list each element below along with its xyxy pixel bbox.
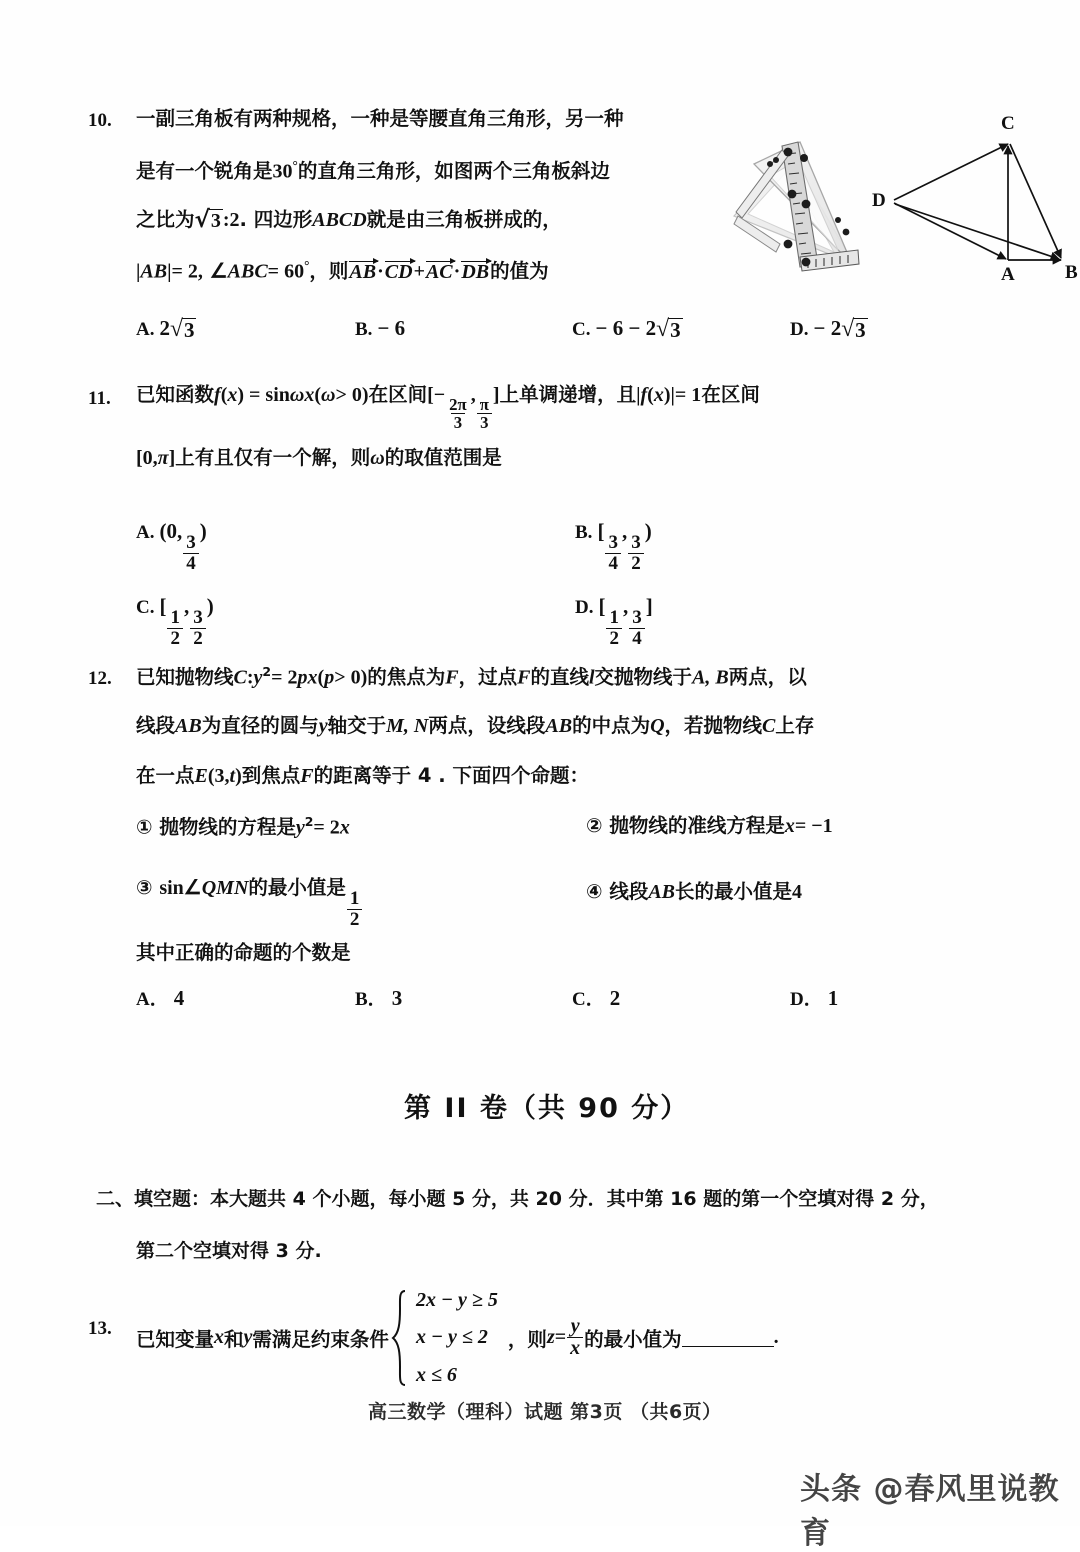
- q12-prop4-text: 线段: [609, 880, 649, 903]
- q12-proposition-3: [136, 878, 363, 929]
- q11-paren-open: (: [220, 384, 228, 406]
- q10-option-d[interactable]: [790, 318, 868, 342]
- q12-text-exists: 上存: [775, 714, 815, 737]
- q11-interval2-close: ]: [168, 447, 176, 469]
- q11-c-right-fraction: [190, 608, 206, 649]
- q11-c-left-den: 2: [167, 628, 183, 649]
- q11-d-close: ]: [645, 594, 653, 618]
- q12-point-f: F: [445, 666, 459, 689]
- vertex-label-d: D: [872, 190, 886, 211]
- degree-symbol-icon-2: °: [304, 258, 310, 273]
- q11-c-left-num: 1: [170, 606, 180, 628]
- q12-prop4-ab: AB: [648, 881, 676, 903]
- q12-p-cond: > 0): [334, 666, 368, 689]
- q10-option-c[interactable]: [572, 318, 683, 342]
- page-footer: 高三数学（理科）试题 第3页 （共6页）: [368, 1401, 722, 1423]
- sqrt-icon: √ 3: [194, 207, 221, 233]
- q10-segment-ab: AB: [140, 260, 168, 283]
- q12-paren-open: (: [317, 666, 325, 689]
- q13-constraint-3: x ≤ 6: [415, 1363, 457, 1386]
- q12-eq-2: = 2: [271, 666, 298, 689]
- q11-option-c-label: C.: [136, 597, 155, 618]
- sqrt-icon-d: √ 3: [841, 316, 866, 343]
- q10-option-c-label: C.: [572, 319, 591, 340]
- q12-option-b[interactable]: [355, 988, 402, 1009]
- q11-b-right-den: 2: [628, 553, 644, 574]
- q12-var-t: t: [229, 765, 236, 787]
- q12-prop4-value: 4: [792, 881, 803, 903]
- q12-curve-c: C: [233, 666, 247, 689]
- q11-b-right-num: 3: [631, 531, 641, 553]
- q11-var-x2: x: [304, 384, 315, 406]
- q12-proposition-2: [586, 816, 833, 836]
- q11-omega: ω: [289, 384, 305, 406]
- q12-tail-text: 其中正确的命题的个数是: [136, 941, 351, 964]
- q10-option-a-label: A.: [136, 319, 155, 340]
- q10-ratio-colon: :: [222, 208, 230, 231]
- q11-frac2-den: 3: [477, 413, 491, 431]
- q13-frac-den: x: [567, 1337, 583, 1359]
- q11-frac1-num: 2π: [449, 394, 467, 414]
- q12-option-b-value: 3: [391, 986, 403, 1010]
- q11-pi: π: [157, 447, 169, 469]
- q13-text-min-is: 的最小值为: [584, 1327, 682, 1351]
- q10-option-a[interactable]: [136, 318, 196, 342]
- q11-bracket-open: [−: [427, 384, 446, 406]
- q11-d-open: [: [598, 594, 606, 618]
- fraction-pi-over-3: [477, 396, 492, 432]
- q11-option-a-label: A.: [136, 522, 155, 543]
- q11-text-increasing: 上单调递增，且: [499, 383, 637, 406]
- fraction-y-over-x: [567, 1316, 583, 1359]
- q12-option-c[interactable]: [572, 988, 620, 1009]
- q12-points-ab: A, B: [692, 666, 729, 689]
- q12-option-d[interactable]: [790, 988, 838, 1009]
- q12-tail-question: [136, 943, 351, 963]
- q11-a-left: 0: [166, 519, 177, 543]
- q12-option-a-value: 4: [173, 986, 185, 1010]
- q12-text-distance: 的距离等于 4 . 下面四个命题：: [313, 764, 589, 787]
- angle-symbol-icon-3: ∠: [183, 877, 202, 899]
- q13-text-a: 已知变量: [136, 1327, 215, 1351]
- q10-angle-value: 30: [272, 160, 293, 183]
- q12-text-1a: 已知抛物线: [136, 665, 234, 689]
- q11-interval2-open: [0,: [136, 447, 158, 469]
- q10-text-line3f: 就是由三角板拼成的，: [366, 207, 562, 231]
- q11-a-open: (: [159, 519, 167, 543]
- q11-text-range: 的取值范围是: [384, 446, 502, 469]
- q11-a-right-fraction: [183, 533, 199, 574]
- q12-text-line: 的直线: [530, 665, 589, 689]
- q11-fn-f3: f: [640, 384, 648, 406]
- q11-option-c[interactable]: C. [ $\frac{1}{2}$ , $\frac{3}{2}$ ): [136, 594, 214, 649]
- q12-proposition-1: [136, 816, 350, 838]
- sqrt-icon-a: √ 3: [169, 316, 195, 343]
- q11-d-right-fraction: [629, 608, 645, 649]
- circled-number-2-icon: ②: [586, 814, 603, 837]
- q12-text-to-focus: 到焦点: [241, 764, 301, 787]
- q12-text-focus: 的焦点为: [367, 665, 446, 689]
- q10-angle-abc: ABC: [227, 260, 268, 283]
- q11-text-one-solution: 上有且仅有一个解，则: [175, 446, 371, 469]
- dot-product-icon-1: ·: [377, 260, 384, 283]
- q11-omega2: ω: [321, 384, 336, 406]
- q12-text-through: ，过点: [458, 665, 518, 689]
- q12-prop1-text: 抛物线的方程是: [159, 815, 296, 839]
- degree-symbol-icon: °: [292, 158, 298, 173]
- q11-frac2-num: π: [479, 394, 489, 414]
- plus-sign: +: [413, 260, 425, 283]
- vertex-label-a: A: [1001, 264, 1015, 285]
- q11-option-d[interactable]: D. [ $\frac{1}{2}$ , $\frac{3}{4}$ ]: [575, 594, 653, 649]
- q12-option-d-label: D．: [790, 989, 823, 1010]
- q12-prop3-sin: sin: [159, 877, 184, 899]
- q11-bracket-close: ]: [492, 384, 500, 406]
- q11-c-right-num: 3: [193, 606, 203, 628]
- q11-c-close: ): [206, 594, 214, 618]
- circled-number-4-icon: ④: [586, 880, 603, 903]
- question-12-line-3: [136, 766, 589, 786]
- q13-text-then: ，则: [507, 1327, 547, 1351]
- q12-seg-ab: AB: [175, 715, 202, 737]
- q12-exponent-2: 2: [262, 664, 272, 679]
- q12-px: px: [297, 666, 318, 689]
- q12-var-p: p: [324, 666, 335, 689]
- vector-cd-icon: [385, 260, 413, 282]
- question-11-line-1: [136, 385, 760, 432]
- q11-text-1a: 已知函数: [136, 383, 215, 406]
- q10-text-line2c: 的直角三角形，如图两个三角板斜边: [297, 159, 610, 183]
- q10-vec-ab: AB: [349, 260, 377, 283]
- circled-number-3-icon: ③: [136, 876, 153, 899]
- left-brace-icon: [391, 1289, 409, 1387]
- q11-omega3: ω: [370, 447, 385, 469]
- q10-option-c-prefix: − 6 − 2: [595, 316, 657, 340]
- question-12-line-1: [136, 666, 807, 688]
- q11-b-close: ): [644, 519, 652, 543]
- q12-var-y: y: [253, 666, 263, 689]
- q12-e-coord-close: ): [235, 765, 242, 787]
- q12-text-circle: 为直径的圆与: [201, 714, 319, 737]
- q12-text-midpoint-is: 的中点为: [572, 714, 651, 737]
- q12-prop3-den: 2: [347, 909, 363, 930]
- vector-ac-icon: [426, 260, 453, 282]
- q11-d-left-fraction: [606, 608, 622, 649]
- q12-option-d-value: 1: [827, 986, 839, 1010]
- q12-axis-y: y: [318, 715, 328, 737]
- q10-angle-measure: = 60: [267, 260, 305, 283]
- q10-option-d-prefix: − 2: [813, 316, 842, 340]
- vector-db-icon: [461, 260, 489, 282]
- q10-text-line1: 一副三角板有两种规格，一种是等腰直角三角形，另一种: [136, 107, 624, 130]
- answer-blank-13[interactable]: [682, 1328, 774, 1347]
- q11-b-left-fraction: [605, 533, 621, 574]
- q11-abs-eq-one: )|= 1: [663, 384, 702, 406]
- q12-e-coord-open: (3,: [207, 765, 230, 787]
- q11-c-open: [: [159, 594, 167, 618]
- circled-number-1-icon: ①: [136, 815, 153, 839]
- q13-text-and: 和: [224, 1327, 244, 1351]
- q11-frac1-den: 3: [451, 413, 465, 431]
- q11-d-right-num: 3: [632, 606, 642, 628]
- fraction-2pi-over-3: [446, 396, 470, 432]
- q11-omega-cond: > 0): [335, 384, 369, 406]
- question-11-line-2: [136, 448, 502, 468]
- q11-b-left-den: 4: [605, 553, 621, 574]
- q10-option-c-radicand: 3: [670, 318, 681, 343]
- q10-option-a-coef: 2: [159, 316, 170, 340]
- q10-text-line3d: . 四边形: [239, 207, 313, 231]
- q10-text-line3a: 之比为: [136, 207, 195, 231]
- q11-fn-f: f: [214, 384, 221, 406]
- q12-text-two-points: 两点，以: [728, 665, 807, 689]
- q11-a-close: ): [199, 519, 207, 543]
- q12-prop3-num: 1: [349, 887, 360, 909]
- q12-text-meets: 交抛物线于: [594, 665, 693, 689]
- q11-b-right-fraction: [628, 533, 644, 574]
- q11-a-right-den: 4: [183, 553, 199, 574]
- q10-vec-db: DB: [461, 260, 490, 283]
- dot-product-icon-2: ·: [453, 260, 461, 283]
- q10-ratio-second: 2: [229, 208, 240, 231]
- q11-b-open: [: [597, 519, 605, 543]
- q10-text-line2a: 是有一个锐角是: [136, 159, 273, 183]
- q13-equals: =: [554, 1326, 567, 1348]
- q12-prop2-x: x: [784, 815, 795, 837]
- q10-option-d-label: D.: [790, 319, 809, 340]
- q12-seg-ab2: AB: [545, 715, 573, 737]
- q12-line-l: l: [588, 666, 595, 689]
- q10-text-value-is: 的值为: [490, 259, 549, 283]
- fill-in-intro-line-1: 二、填空题：本大题共 4 个小题，每小题 5 分，共 20 分．其中第 16 题的第一个空填对得 2 分，: [96, 1188, 939, 1210]
- q11-c-right-den: 2: [190, 628, 206, 649]
- question-10-number: 10.: [88, 110, 112, 131]
- q10-option-d-radicand: 3: [855, 318, 866, 343]
- q12-text-axis: 轴交于: [327, 714, 387, 737]
- q12-prop1-x: x: [339, 816, 350, 839]
- q12-prop1-exp: 2: [304, 814, 314, 829]
- q11-c-left-fraction: [167, 608, 183, 649]
- q12-proposition-4: [586, 882, 802, 902]
- quadrilateral-abcd-diagram: [862, 104, 1080, 294]
- q11-option-b-label: B.: [575, 522, 593, 543]
- q11-option-a[interactable]: A. (0, $\frac{3}{4}$ ): [136, 519, 207, 574]
- q11-text-interval: 在区间: [368, 383, 428, 406]
- q13-frac-num: y: [570, 1315, 580, 1338]
- q12-point-q: Q: [650, 715, 665, 737]
- question-12-line-2: [136, 716, 814, 736]
- q10-option-a-radicand: 3: [183, 318, 195, 343]
- q11-d-right-den: 4: [629, 628, 645, 649]
- vector-ab-icon: [349, 260, 376, 282]
- q11-abs-open: |: [636, 384, 641, 406]
- q12-text-midpoint: 两点，设线段: [428, 714, 546, 737]
- q12-option-c-label: C．: [572, 989, 605, 1010]
- q12-point-e: E: [194, 765, 208, 787]
- q13-var-x: x: [214, 1326, 225, 1348]
- q12-text-2a: 线段: [136, 714, 176, 737]
- q10-vec-ac: AC: [425, 260, 453, 283]
- q11-eq-sin: ) = sin: [237, 384, 290, 406]
- q11-d-left-num: 1: [609, 606, 619, 628]
- q10-vec-cd: CD: [384, 260, 413, 283]
- q11-paren-open3: (: [647, 384, 654, 406]
- q10-abs-value: |= 2,: [167, 260, 203, 283]
- q13-constraint-1: 2x − y ≥ 5: [415, 1288, 498, 1311]
- q11-text-in-interval: 在区间: [701, 383, 760, 406]
- q12-prop4-text2: 长的最小值是: [675, 880, 793, 903]
- q11-var-x3: x: [653, 384, 664, 406]
- q11-a-right-num: 3: [186, 531, 196, 553]
- question-13-body: [136, 1285, 779, 1390]
- q10-radicand: 3: [210, 210, 221, 232]
- q11-b-left-num: 3: [608, 531, 618, 553]
- q13-var-z: z: [546, 1326, 555, 1348]
- vertex-label-c: C: [1001, 113, 1015, 134]
- question-12-number: 12.: [88, 668, 112, 689]
- q12-curve-c2: C: [762, 715, 776, 737]
- q12-colon: :: [246, 666, 254, 689]
- q12-point-f2: F: [517, 666, 531, 689]
- q11-option-b[interactable]: B. [ $\frac{3}{4}$ , $\frac{3}{2}$ ): [575, 519, 652, 574]
- watermark-text: 头条 @春风里说教育: [800, 1472, 1060, 1551]
- q11-option-d-label: D.: [575, 597, 594, 618]
- q10-abs-open: |: [136, 260, 141, 283]
- q12-point-f3: F: [300, 765, 314, 787]
- q10-option-b-label: B.: [355, 319, 373, 340]
- question-11-number: 11.: [88, 388, 111, 409]
- q12-prop3-text: 的最小值是: [248, 876, 346, 899]
- q13-period: .: [773, 1326, 779, 1348]
- q12-points-mn: M, N: [386, 715, 429, 737]
- q12-option-b-label: B．: [355, 989, 387, 1010]
- q13-constraint-2: x − y ≤ 2: [415, 1326, 488, 1348]
- q12-text-3a: 在一点: [136, 764, 195, 787]
- q10-quad-name: ABCD: [312, 208, 367, 231]
- question-10-line-2: [136, 159, 610, 182]
- q11-var-x: x: [227, 384, 238, 406]
- q12-prop2-eq: = −1: [794, 815, 833, 837]
- angle-symbol-icon: ∠: [209, 260, 228, 283]
- q12-prop3-qmn: QMN: [201, 877, 249, 899]
- q10-option-b-value: − 6: [377, 316, 406, 340]
- q12-option-a[interactable]: [136, 988, 184, 1009]
- q11-paren-open2: (: [314, 384, 322, 406]
- q13-text-constraints: 需满足约束条件: [252, 1327, 389, 1351]
- fraction-one-half: [347, 889, 363, 930]
- vertex-label-b: B: [1065, 262, 1078, 283]
- q12-option-c-value: 2: [609, 986, 621, 1010]
- fill-in-intro-line-2: 第二个空填对得 3 分.: [136, 1240, 322, 1262]
- q12-prop2-text: 抛物线的准线方程是: [609, 814, 785, 837]
- q12-prop1-y: y: [295, 816, 305, 839]
- sqrt-icon-c: √ 3: [656, 316, 681, 343]
- question-13-number: 13.: [88, 1318, 112, 1339]
- q12-option-a-label: A．: [136, 989, 169, 1010]
- q12-prop1-eq: = 2: [313, 816, 340, 839]
- question-10-line-4: [136, 259, 549, 282]
- q11-d-left-den: 2: [606, 628, 622, 649]
- question-10-line-3: [136, 209, 562, 232]
- set-square-pair-photo: [726, 124, 866, 274]
- question-10-line-1: [136, 109, 624, 129]
- q10-text-then: ，则: [309, 259, 349, 283]
- section-2-title: 第 II 卷（共 90 分）: [404, 1093, 690, 1124]
- q13-var-y: y: [243, 1326, 253, 1348]
- q12-text-if-parabola: ，若抛物线: [664, 714, 763, 737]
- q10-option-b[interactable]: [355, 318, 405, 339]
- constraint-system: [391, 1289, 498, 1387]
- q11-interval-comma: ,: [470, 384, 476, 406]
